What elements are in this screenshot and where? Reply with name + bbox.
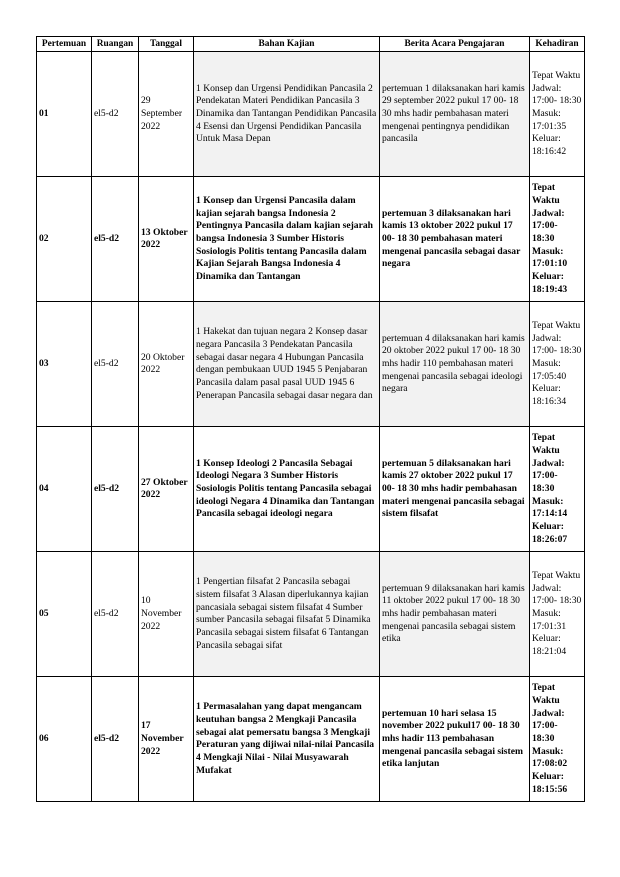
date-cell: 13 Oktober 2022 <box>139 177 194 302</box>
table-row <box>37 302 585 427</box>
minutes-cell: pertemuan 1 dilaksanakan hari kamis 29 september 2022 pukul 17 00- 18 30 mhs hadir pembahasan materi mengenai pentingnya pendidikan pancasila <box>380 52 530 177</box>
table-row <box>37 677 585 802</box>
attendance-table <box>36 36 585 802</box>
room-cell: el5-d2 <box>92 177 139 302</box>
date-cell: 29 September 2022 <box>139 52 194 177</box>
table-row <box>37 52 585 177</box>
table-row <box>37 177 585 302</box>
table-row <box>37 427 585 552</box>
material-cell: 1 Konsep dan Urgensi Pendidikan Pancasila 2 Pendekatan Materi Pendidikan Pancasila 3 Dinamika dan Tantangan Pendidikan Pancasila 4 Esensi dan Urgensi Pendidikan Pancasila Untuk Masa Depan <box>194 52 380 177</box>
header-minutes: Berita Acara Pengajaran <box>380 37 530 52</box>
attendance-cell: Tepat Waktu Jadwal: 17:00- 18:30 Masuk: 17:05:40 Keluar: 18:16:34 <box>530 302 585 427</box>
header-attendance: Kehadiran <box>530 37 585 52</box>
meeting-number: 02 <box>37 177 92 302</box>
attendance-cell: Tepat Waktu Jadwal: 17:00- 18:30 Masuk: 17:01:31 Keluar: 18:21:04 <box>530 552 585 677</box>
material-cell: 1 Hakekat dan tujuan negara 2 Konsep dasar negara Pancasila 3 Pendekatan Pancasila sebagai dasar negara 4 Hubungan Pancasila dengan pembukaan UUD 1945 5 Penjabaran Pancasila dalam pasal pasal UUD 1945 6 Penerapan Pancasila sebagai dasar negara dan <box>194 302 380 427</box>
minutes-cell: pertemuan 3 dilaksanakan hari kamis 13 oktober 2022 pukul 17 00- 18 30 pembahasan materi mengenai pancasila sebagai dasar negara <box>380 177 530 302</box>
attendance-cell: Tepat Waktu Jadwal: 17:00- 18:30 Masuk: 17:01:35 Keluar: 18:16:42 <box>530 52 585 177</box>
header-date: Tanggal <box>139 37 194 52</box>
meeting-number: 03 <box>37 302 92 427</box>
room-cell: el5-d2 <box>92 427 139 552</box>
minutes-cell: pertemuan 4 dilaksanakan hari kamis 20 oktober 2022 pukul 17 00- 18 30 mhs hadir 110 pembahasan materi mengenai pancasila sebagai ideologi negara <box>380 302 530 427</box>
meeting-number: 06 <box>37 677 92 802</box>
header-material: Bahan Kajian <box>194 37 380 52</box>
material-cell: 1 Permasalahan yang dapat mengancam keutuhan bangsa 2 Mengkaji Pancasila sebagai alat pemersatu bangsa 3 Mengkaji Peraturan yang dijiwai nilai-nilai Pancasila 4 Mengkaji Nilai - Nilai Musyawarah Mufakat <box>194 677 380 802</box>
date-cell: 20 Oktober 2022 <box>139 302 194 427</box>
room-cell: el5-d2 <box>92 302 139 427</box>
minutes-cell: pertemuan 5 dilaksanakan hari kamis 27 oktober 2022 pukul 17 00- 18 30 mhs hadir pembahasan materi mengenai pancasila sebagai sistem filsafat <box>380 427 530 552</box>
meeting-number: 05 <box>37 552 92 677</box>
date-cell: 17 November 2022 <box>139 677 194 802</box>
room-cell: el5-d2 <box>92 677 139 802</box>
table-row <box>37 552 585 677</box>
minutes-cell: pertemuan 10 hari selasa 15 november 2022 pukul17 00- 18 30 mhs hadir 113 pembahasan mengenai pancasila sebagai sistem etika lanjutan <box>380 677 530 802</box>
attendance-cell: Tepat Waktu Jadwal: 17:00- 18:30 Masuk: 17:08:02 Keluar: 18:15:56 <box>530 677 585 802</box>
room-cell: el5-d2 <box>92 52 139 177</box>
material-cell: 1 Konsep dan Urgensi Pancasila dalam kajian sejarah bangsa Indonesia 2 Pentingnya Pancasila dalam kajian sejarah bangsa Indonesia 3 Sumber Historis Sosiologis Politis tentang Pancasila dalam Kajian Sejarah Bangsa Indonesia 4 Dinamika dan Tantangan <box>194 177 380 302</box>
date-cell: 10 November 2022 <box>139 552 194 677</box>
material-cell: 1 Konsep Ideologi 2 Pancasila Sebagai Ideologi Negara 3 Sumber Historis Sosiologis Politis tentang Pancasila sebagai ideologi Negara 4 Dinamika dan Tantangan Pancasila sebagai ideologi negara <box>194 427 380 552</box>
header-meeting: Pertemuan <box>37 37 92 52</box>
table-header-row <box>37 37 585 52</box>
meeting-number: 01 <box>37 52 92 177</box>
date-cell: 27 Oktober 2022 <box>139 427 194 552</box>
room-cell: el5-d2 <box>92 552 139 677</box>
meeting-number: 04 <box>37 427 92 552</box>
material-cell: 1 Pengertian filsafat 2 Pancasila sebagai sistem filsafat 3 Alasan diperlukannya kajian pancasiala sebagai sistem filsafat 4 Sumber sumber Pancasila sebagai filsafat 5 Dinamika Pancasila sebagai sistem filsafat 6 Tantangan Pancasila sebagai sifat <box>194 552 380 677</box>
attendance-cell: Tepat Waktu Jadwal: 17:00- 18:30 Masuk: 17:14:14 Keluar: 18:26:07 <box>530 427 585 552</box>
minutes-cell: pertemuan 9 dilaksanakan hari kamis 11 oktober 2022 pukul 17 00- 18 30 mhs hadir pembahasan materi mengenai pancasila sebagai sistem etika <box>380 552 530 677</box>
header-room: Ruangan <box>92 37 139 52</box>
attendance-cell: Tepat Waktu Jadwal: 17:00- 18:30 Masuk: 17:01:10 Keluar: 18:19:43 <box>530 177 585 302</box>
